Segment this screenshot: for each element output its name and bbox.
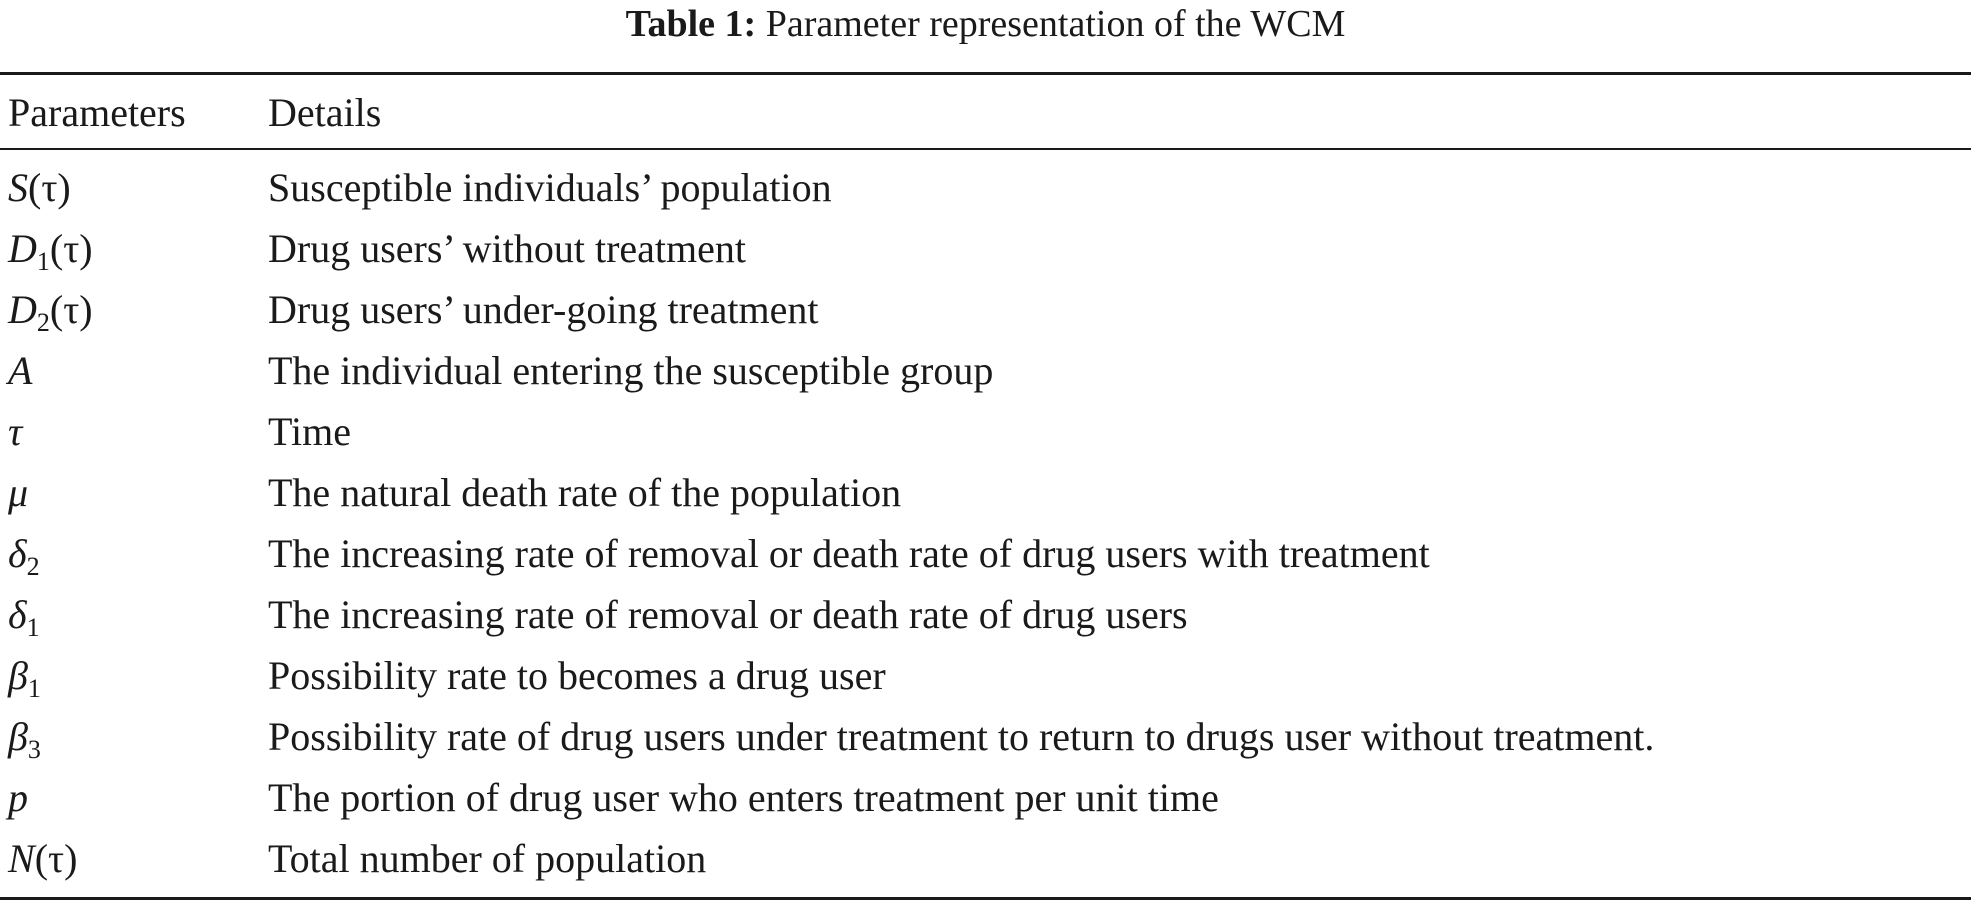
table-caption bbox=[0, 4, 1971, 44]
parameter-detail: Time bbox=[268, 409, 352, 454]
parameter-symbol: $\beta_3$ bbox=[8, 714, 41, 764]
parameter-symbol: μ bbox=[8, 470, 29, 515]
parameter-detail: The portion of drug user who enters treatment per unit time bbox=[268, 775, 1219, 820]
parameter-detail: The increasing rate of removal or death rate of drug users with treatment bbox=[268, 531, 1430, 576]
parameter-symbol: $D_1(\tau)$ bbox=[8, 226, 93, 276]
parameter-detail: Total number of population bbox=[268, 836, 707, 881]
table-row bbox=[0, 706, 1971, 767]
table-row bbox=[0, 523, 1971, 584]
parameter-symbol: $\delta_1$ bbox=[8, 592, 40, 642]
parameter-detail: Possibility rate to becomes a drug user bbox=[268, 653, 886, 698]
table-header-rule bbox=[0, 148, 1971, 150]
parameter-symbol: S(τ) bbox=[8, 165, 71, 210]
table-header-row bbox=[0, 82, 1971, 143]
parameter-detail: Drug users’ without treatment bbox=[268, 226, 747, 271]
parameter-symbol: τ bbox=[8, 409, 23, 454]
parameter-detail: Drug users’ under-going treatment bbox=[268, 287, 819, 332]
parameter-symbol: $\beta_1$ bbox=[8, 653, 41, 703]
parameter-symbol: $\delta_2$ bbox=[8, 531, 40, 581]
table-row bbox=[0, 401, 1971, 462]
table-caption-text: Parameter representation of the WCM bbox=[765, 3, 1346, 45]
table-row bbox=[0, 584, 1971, 645]
parameter-detail: The natural death rate of the population bbox=[268, 470, 902, 515]
parameter-detail: The increasing rate of removal or death rate of drug users bbox=[268, 592, 1188, 637]
table-row bbox=[0, 462, 1971, 523]
table-row bbox=[0, 340, 1971, 401]
table-row bbox=[0, 157, 1971, 218]
parameter-symbol: $D_2(\tau)$ bbox=[8, 287, 93, 337]
header-parameters: Parameters bbox=[8, 90, 186, 135]
parameter-detail: Possibility rate of drug users under treatment to return to drugs user without treatment. bbox=[268, 714, 1655, 759]
table-row bbox=[0, 767, 1971, 828]
table-caption-label: Table 1: bbox=[625, 3, 757, 45]
table-row bbox=[0, 828, 1971, 889]
table-row bbox=[0, 645, 1971, 706]
table-top-rule bbox=[0, 72, 1971, 75]
parameter-detail: The individual entering the susceptible group bbox=[268, 348, 994, 393]
parameter-detail: Susceptible individuals’ population bbox=[268, 165, 832, 210]
parameter-symbol: N(τ) bbox=[8, 836, 78, 881]
parameter-symbol: p bbox=[8, 775, 28, 820]
header-details: Details bbox=[268, 90, 382, 135]
table-row bbox=[0, 218, 1971, 279]
table-row bbox=[0, 279, 1971, 340]
parameter-symbol: A bbox=[8, 348, 33, 393]
